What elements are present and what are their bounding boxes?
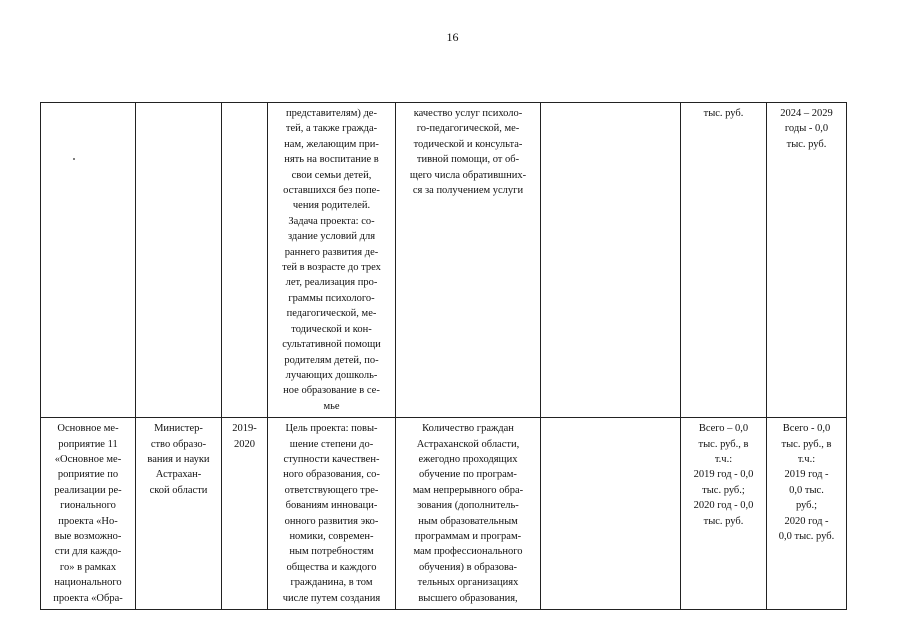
text-line: 0,0 тыс. — [789, 484, 824, 496]
text-line: лучающих дошколь- — [285, 369, 378, 381]
text-line: Астрахан- — [155, 469, 202, 481]
text-line: тей в возрасте до трех — [282, 262, 381, 274]
text-line: национального — [54, 577, 122, 589]
period-text — [225, 421, 264, 452]
text-line: мье — [323, 400, 340, 412]
text-line: высшего образования, — [418, 592, 518, 604]
text-line: тыс. руб. — [703, 515, 744, 527]
text-line: представителям) де- — [286, 108, 377, 119]
text-line: лет, реализация про- — [285, 277, 378, 289]
text-line: тыс. руб. — [703, 108, 744, 119]
indicator-cell — [396, 418, 541, 610]
indicator-cell — [396, 103, 541, 418]
indicator-text — [399, 106, 537, 198]
finance-text — [684, 421, 763, 529]
text-line: ся за получением услуги — [412, 185, 524, 197]
text-line: онного развития эко- — [284, 515, 379, 527]
indicator-text — [399, 421, 537, 606]
text-line: общества и каждого — [286, 561, 377, 573]
text-line: здание условий для — [287, 231, 376, 243]
text-line: вые возможно- — [54, 530, 122, 542]
table-row — [41, 418, 847, 610]
text-line: тей, а также гражда- — [285, 123, 378, 135]
text-line: мам непрерывного обра- — [412, 484, 524, 496]
text-line: обучение по програм- — [419, 469, 517, 481]
text-line: ступности качествен- — [283, 453, 380, 465]
finance-extra-cell — [767, 418, 847, 610]
finance-text — [684, 106, 763, 121]
text-line: Основное ме- — [57, 423, 119, 435]
text-line: 2019- — [232, 423, 257, 435]
executor-cell — [136, 103, 222, 418]
text-line: тыс. руб., в — [698, 438, 749, 450]
text-line: тивной помощи, от об- — [416, 154, 520, 166]
finance-cell — [681, 418, 767, 610]
text-line: мам профессионального — [413, 546, 523, 558]
text-line: ежегодно проходящих — [418, 453, 518, 465]
text-line: т.ч.: — [714, 453, 733, 465]
text-line: ным потребностям — [289, 546, 374, 558]
text-line: проекта «Обра- — [53, 592, 123, 604]
text-line: Количество граждан — [422, 423, 514, 435]
executor-text — [139, 421, 218, 498]
text-line: 2019 год - — [784, 469, 829, 481]
goal-text — [271, 421, 392, 606]
text-line: гражданина, в том — [290, 577, 373, 589]
text-line: 2020 год - 0,0 — [693, 500, 754, 512]
text-line: 2024 – 2029 — [780, 108, 833, 119]
text-line: свои семьи детей, — [291, 169, 372, 181]
measure-cell — [41, 418, 136, 610]
text-line: проекта «Но- — [58, 515, 118, 527]
text-line: шение степени до- — [289, 438, 374, 450]
text-line: программам и програм- — [414, 530, 522, 542]
text-line: ство образо- — [150, 438, 207, 450]
text-line: го-педагогической, ме- — [416, 123, 520, 135]
text-line: числе путем создания — [282, 592, 381, 604]
finance-extra-text — [770, 106, 843, 152]
text-line: тыс. руб. — [786, 138, 827, 150]
text-line: го» в рамках — [59, 561, 117, 573]
text-line: оставшихся без попе- — [283, 185, 380, 197]
text-line: ответствующего тре- — [284, 484, 379, 496]
text-line: ным образовательным — [418, 515, 518, 527]
text-line: нам, желающим при- — [284, 138, 379, 150]
text-line: раннего развития де- — [284, 246, 379, 258]
text-line: ного образования, со- — [283, 469, 380, 481]
text-line: Астраханской области, — [416, 438, 520, 450]
text-line: граммы психолого- — [288, 292, 375, 304]
text-line: тыс. руб.; — [702, 484, 745, 496]
measure-text — [44, 421, 132, 606]
table-row — [41, 103, 847, 418]
text-line: бованиям инноваци- — [285, 500, 378, 512]
text-line: тельных организациях — [417, 577, 519, 589]
text-line: руб.; — [795, 500, 818, 512]
text-line: педагогической, ме- — [286, 308, 377, 320]
text-line: нять на воспитание в — [284, 154, 379, 166]
finance-cell — [681, 103, 767, 418]
text-line: Всего - 0,0 — [782, 423, 831, 435]
goal-cell — [268, 103, 396, 418]
goal-text — [271, 106, 392, 414]
text-line: Цель проекта: повы- — [285, 423, 378, 435]
value-cell — [541, 418, 681, 610]
program-measures-table — [40, 102, 847, 610]
text-line: сультативной помощи — [282, 339, 381, 351]
text-line: тыс. руб., в — [781, 438, 832, 450]
text-line: щего числа обратившних- — [409, 169, 527, 181]
text-line: чения родителей. — [292, 200, 371, 212]
text-line: 2020 год - — [784, 515, 829, 527]
text-line: ное образование в се- — [283, 385, 380, 397]
text-line: Министер- — [154, 423, 203, 435]
text-line: реализации ре- — [54, 484, 122, 496]
text-line: ской области — [149, 484, 208, 496]
text-line: качество услуг психоло- — [413, 108, 523, 119]
text-line: 2019 год - 0,0 — [693, 469, 754, 481]
text-line: 2020 — [234, 438, 255, 450]
finance-extra-cell — [767, 103, 847, 418]
text-line: Всего – 0,0 — [698, 423, 749, 435]
text-line: 0,0 тыс. руб. — [778, 530, 835, 542]
goal-cell — [268, 418, 396, 610]
period-cell — [222, 103, 268, 418]
page-number: 16 — [446, 30, 459, 44]
text-line: гионального — [60, 500, 116, 512]
executor-cell — [136, 418, 222, 610]
text-line: «Основное ме- — [54, 453, 122, 465]
text-line: обучения) в образова- — [419, 561, 517, 573]
text-line: зования (дополнитель- — [417, 500, 519, 512]
text-line: Задача проекта: со- — [288, 215, 375, 227]
text-line: сти для каждо- — [54, 546, 122, 558]
text-line: роприятие по — [57, 469, 119, 481]
finance-extra-text — [770, 421, 843, 544]
text-line: вания и науки — [147, 453, 210, 465]
period-cell — [222, 418, 268, 610]
measure-cell — [41, 103, 136, 418]
text-line: т.ч.: — [797, 453, 816, 465]
text-line: родителям детей, по- — [284, 354, 379, 366]
text-line: тодической и кон- — [291, 323, 372, 335]
text-line: роприятие 11 — [58, 438, 118, 450]
text-line: годы - 0,0 — [784, 123, 829, 135]
value-cell — [541, 103, 681, 418]
text-line: номики, современ- — [289, 530, 374, 542]
text-line: тодической и консульта- — [413, 138, 523, 150]
